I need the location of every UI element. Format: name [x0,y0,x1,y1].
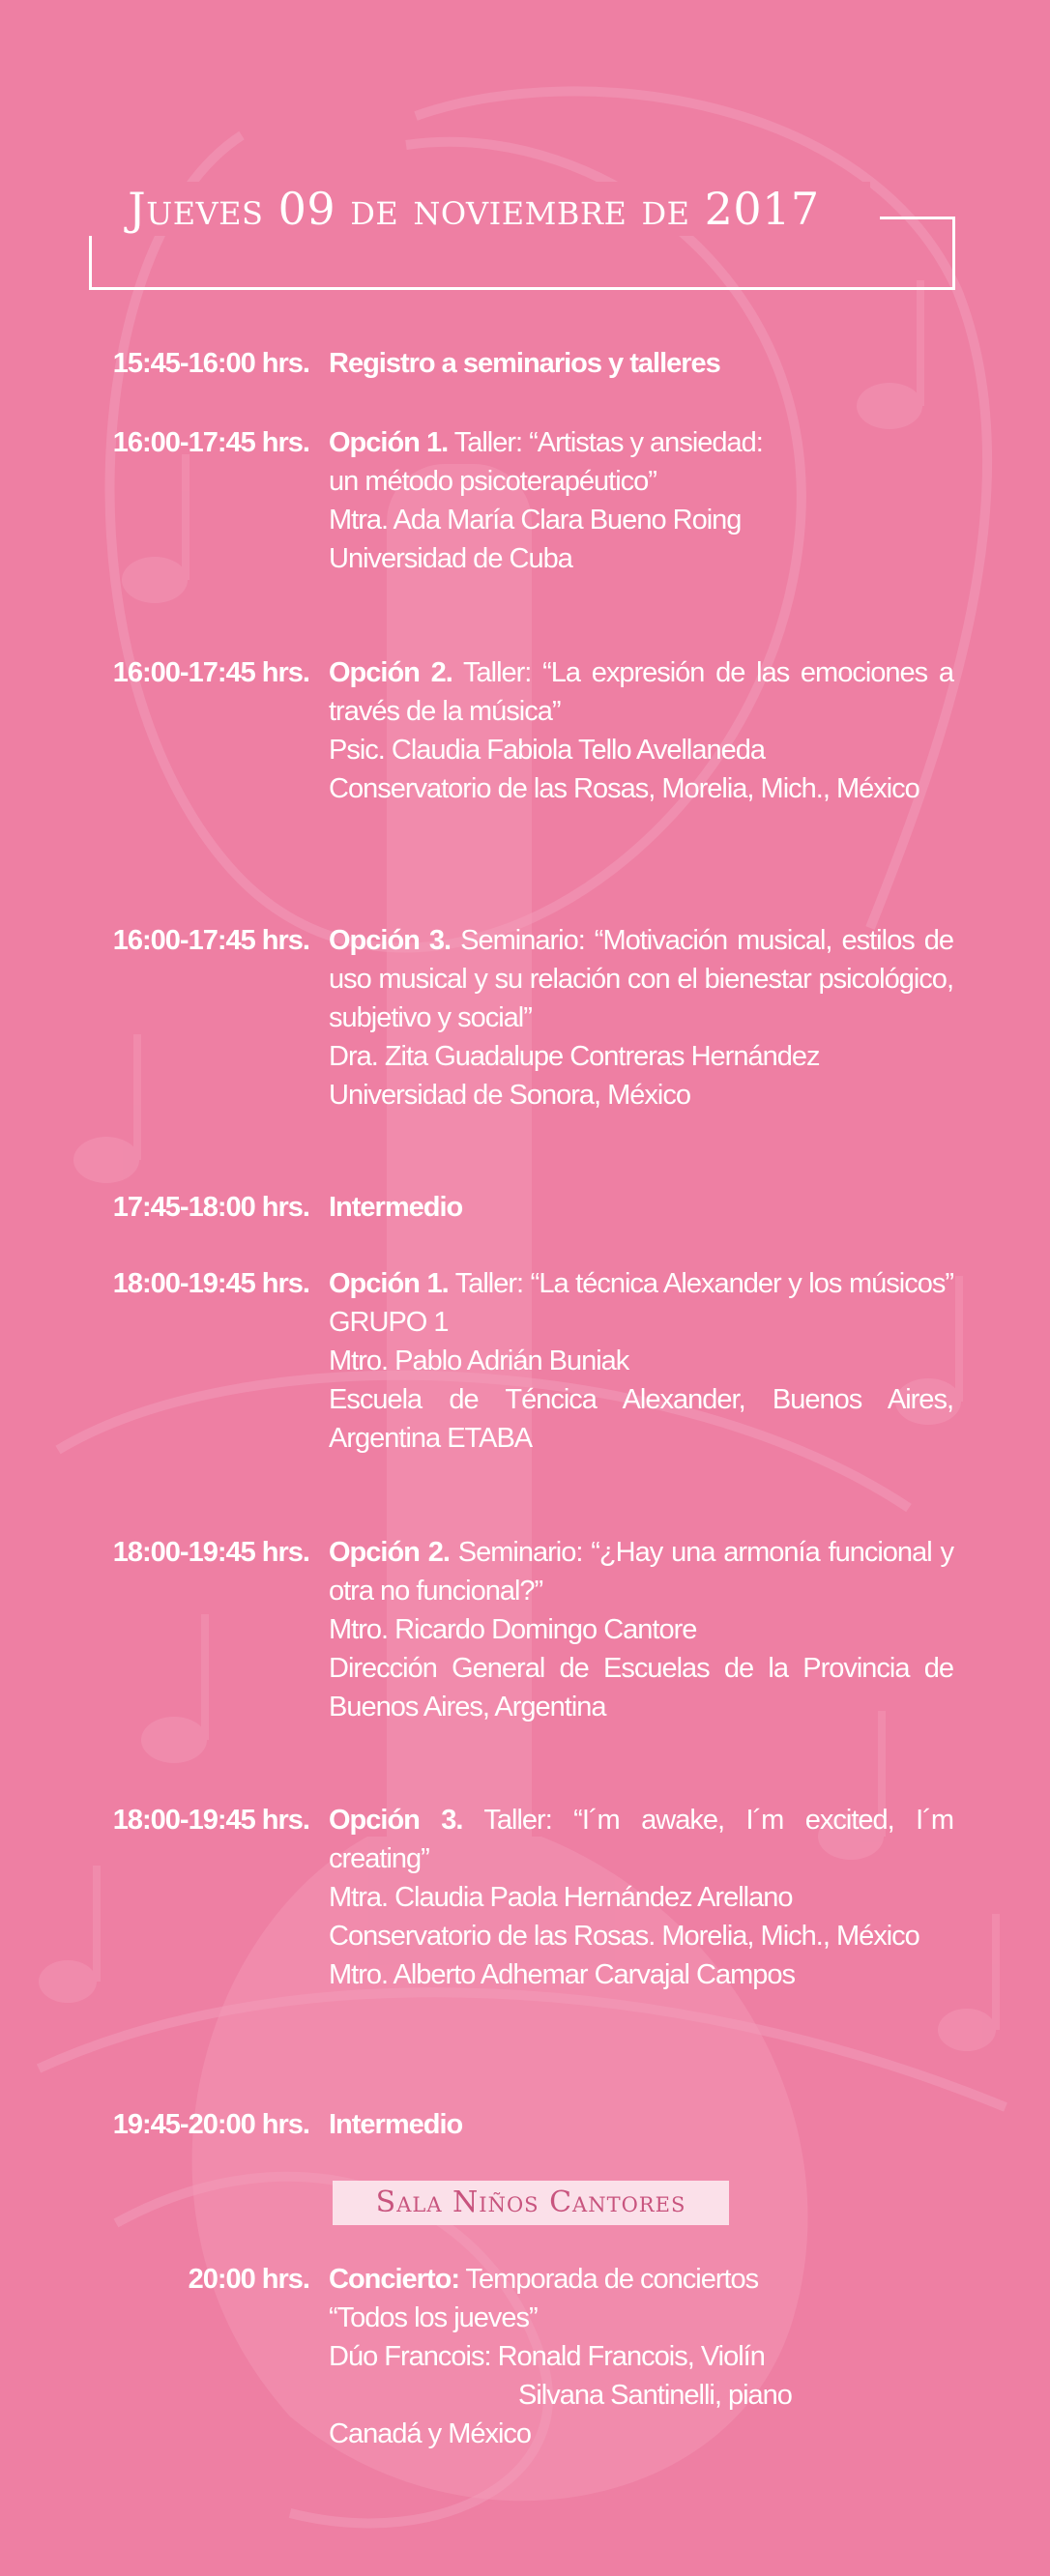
option-label: Opción 1. [329,427,449,458]
time-label: 16:00-17:45 hrs. [112,657,309,688]
item-body [329,2105,953,2144]
option-label: Opción 2. [329,657,452,688]
presenter: Mtro. Ricardo Domingo Cantore [329,1614,697,1645]
seminar-title: Seminario: “Motivación musical, estilos de uso musical y su relación con el bienestar psicológico, subjetivo y social” [329,925,953,1033]
presenter: Dra. Zita Guadalupe Contreras Hernández [329,1041,820,1072]
institution: Conservatorio de las Rosas. Morelia, Mich., México [329,1921,919,1952]
item-body [329,653,953,808]
presenter: Mtro. Pablo Adrián Buniak [329,1346,629,1376]
item-body [329,1533,953,1726]
workshop-title: Taller: “La expresión de las emociones a través de la música” [329,657,953,727]
item-body [329,344,953,383]
time-label: 16:00-17:45 hrs. [112,925,309,956]
option-label: Opción 1. [329,1268,449,1299]
time-label: 20:00 hrs. [188,2264,309,2295]
item-body [329,423,953,578]
concert-name: “Todos los jueves” [329,2302,538,2333]
option-label: Opción 2. [329,1537,450,1568]
venue-label: Sala Niños Cantores [333,2181,729,2225]
time-label: 18:00-19:45 hrs. [112,1268,309,1299]
institution: Universidad de Sonora, México [329,1080,690,1111]
presenter: Psic. Claudia Fabiola Tello Avellaneda [329,735,766,766]
page-title: Jueves 09 de noviembre de 2017 [77,182,870,236]
performers: Dúo Francois: Ronald Francois, Violín [329,2341,765,2372]
workshop-title-cont: un método psicoterapéutico” [329,466,656,497]
seminar-title: Seminario: “¿Hay una armonía funcional y otra no funcional?” [329,1537,953,1606]
institution: Dirección General de Escuelas de la Provincia de Buenos Aires, Argentina [329,1653,953,1722]
time-label: 15:45-16:00 hrs. [112,348,309,379]
performers-cont: Silvana Santinelli, piano [518,2380,792,2411]
item-body [329,2260,953,2453]
workshop-title: Taller: “Artistas y ansiedad: [453,427,763,458]
countries: Canadá y México [329,2418,532,2449]
item-body [329,1188,953,1227]
option-label: Opción 3. [329,1805,463,1836]
presenter: Mtro. Alberto Adhemar Carvajal Campos [329,1959,795,1990]
option-label: Opción 3. [329,925,452,956]
item-title: Registro a seminarios y talleres [329,348,720,379]
time-label: 16:00-17:45 hrs. [112,427,309,458]
presenter: Mtra. Ada María Clara Bueno Roing [329,505,742,535]
time-label: 18:00-19:45 hrs. [112,1537,309,1568]
item-body [329,1801,953,1994]
time-label: 19:45-20:00 hrs. [112,2109,309,2140]
concert-series: Temporada de conciertos [465,2264,759,2295]
time-label: 17:45-18:00 hrs. [112,1192,309,1223]
concert-label: Concierto: [329,2264,459,2295]
institution: Conservatorio de las Rosas, Morelia, Mich., México [329,773,919,804]
item-title: Intermedio [329,1192,463,1223]
workshop-title: Taller: “La técnica Alexander y los músicos” GRUPO 1 [329,1268,953,1338]
workshop-title: Taller: “I´m awake, I´m excited, I´m creating” [329,1805,953,1874]
institution: Universidad de Cuba [329,543,572,574]
time-label: 18:00-19:45 hrs. [112,1805,309,1836]
presenter: Mtra. Claudia Paola Hernández Arellano [329,1882,793,1913]
item-body [329,921,953,1114]
item-title: Intermedio [329,2109,463,2140]
institution: Escuela de Téncica Alexander, Buenos Aires, Argentina ETABA [329,1384,953,1454]
item-body [329,1264,953,1458]
